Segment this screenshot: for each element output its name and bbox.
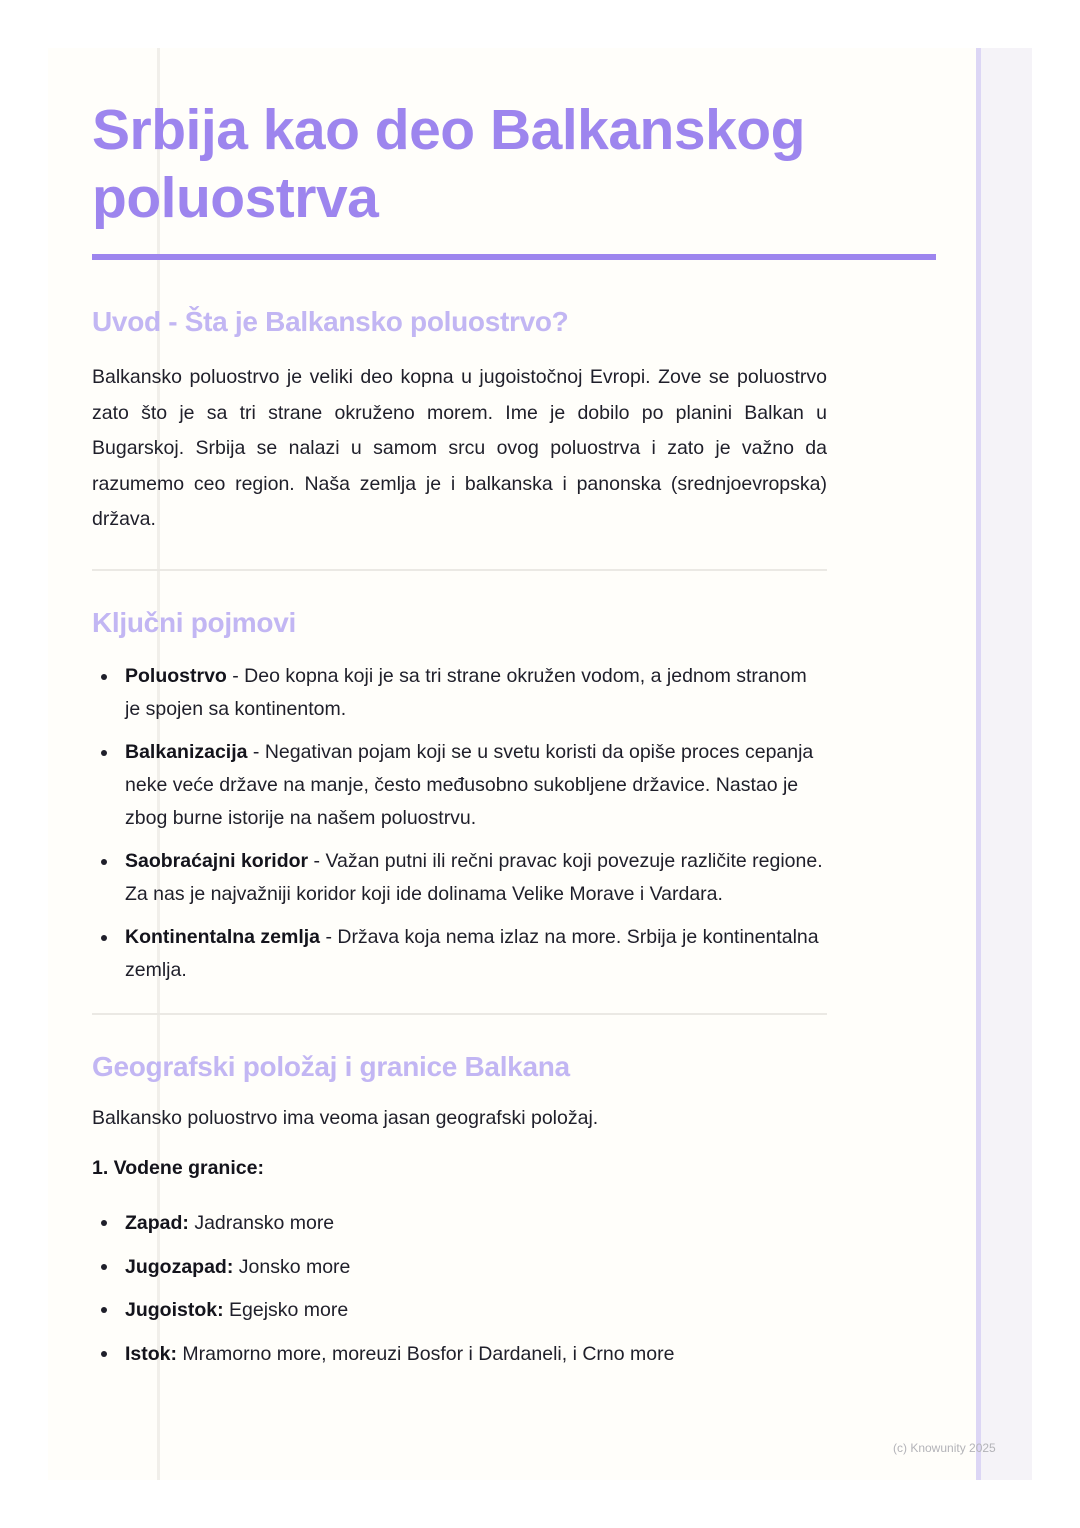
border-value: Mramorno more, moreuzi Bosfor i Dardaneli, i Crno more: [177, 1342, 675, 1365]
document-content: [92, 96, 936, 1384]
list-item: [92, 1341, 827, 1367]
section-heading-geography: Geografski položaj i granice Balkana: [92, 1050, 570, 1082]
term-definition: - Deo kopna koji je sa tri strane okružen vodom, a jednom stranom je spojen sa kontinentom.: [125, 664, 807, 720]
list-item: [92, 1297, 827, 1323]
border-value: Egejsko more: [223, 1299, 349, 1321]
term-definition: - Negativan pojam koji se u svetu koristi da opiše proces cepanja neke veće države na manje, često međusobno sukobljene državice. Nastao je zbog burne istorije na našem poluostrvu.: [125, 740, 814, 829]
title-underline: [92, 254, 936, 260]
section-heading-intro: Uvod - Šta je Balkansko poluostrvo?: [92, 306, 569, 337]
intro-paragraph: Balkansko poluostrvo je veliki deo kopna u jugoistočnoj Evropi. Zove se poluostrvo zato što je sa tri strane okruženo morem. Ime je dobilo po planini Balkan u Bugarskoj. Srbija se nalazi u samom srcu ovog poluostrva i zato je važno da razumemo ceo region. Naša zemlja je i balkanska i panonska (srednjoevropska) država.: [92, 366, 827, 530]
direction-label: Zapad:: [125, 1212, 189, 1234]
page-title: Srbija kao deo Balkanskog poluostrva: [92, 98, 805, 230]
term-label: Balkanizacija: [125, 740, 248, 763]
key-terms-list: [92, 660, 827, 987]
section-heading-key-terms: Ključni pojmovi: [92, 606, 296, 638]
border-value: Jonsko more: [233, 1255, 351, 1278]
term-definition: - Država koja nema izlaz na more. Srbija je kontinentalna zemlja.: [125, 925, 819, 981]
section-divider: [92, 569, 827, 571]
term-definition: - Važan putni ili rečni pravac koji povezuje različite regione. Za nas je najvažniji koridor koji ide dolinama Velike Morave i Vardara.: [125, 849, 823, 905]
water-borders-heading: 1. Vodene granice:: [92, 1157, 264, 1179]
water-borders-list: [92, 1210, 827, 1367]
section-divider: [92, 1013, 827, 1015]
copyright-footer: (c) Knowunity 2025: [893, 1441, 996, 1455]
geography-paragraph: Balkansko poluostrvo ima veoma jasan geografski položaj.: [92, 1106, 599, 1129]
list-item: [92, 660, 827, 726]
direction-label: Jugoistok:: [125, 1299, 224, 1321]
term-label: Saobraćajni koridor: [125, 849, 309, 872]
direction-label: Istok:: [125, 1342, 178, 1365]
side-strip: [976, 48, 1032, 1480]
term-label: Kontinentalna zemlja: [125, 925, 321, 948]
list-item: [92, 921, 827, 987]
direction-label: Jugozapad:: [125, 1255, 234, 1278]
border-value: Jadransko more: [188, 1212, 335, 1234]
list-item: [92, 1254, 827, 1280]
list-item: [92, 1210, 827, 1236]
term-label: Poluostrvo: [125, 664, 227, 687]
list-item: [92, 736, 827, 835]
list-item: [92, 845, 827, 911]
